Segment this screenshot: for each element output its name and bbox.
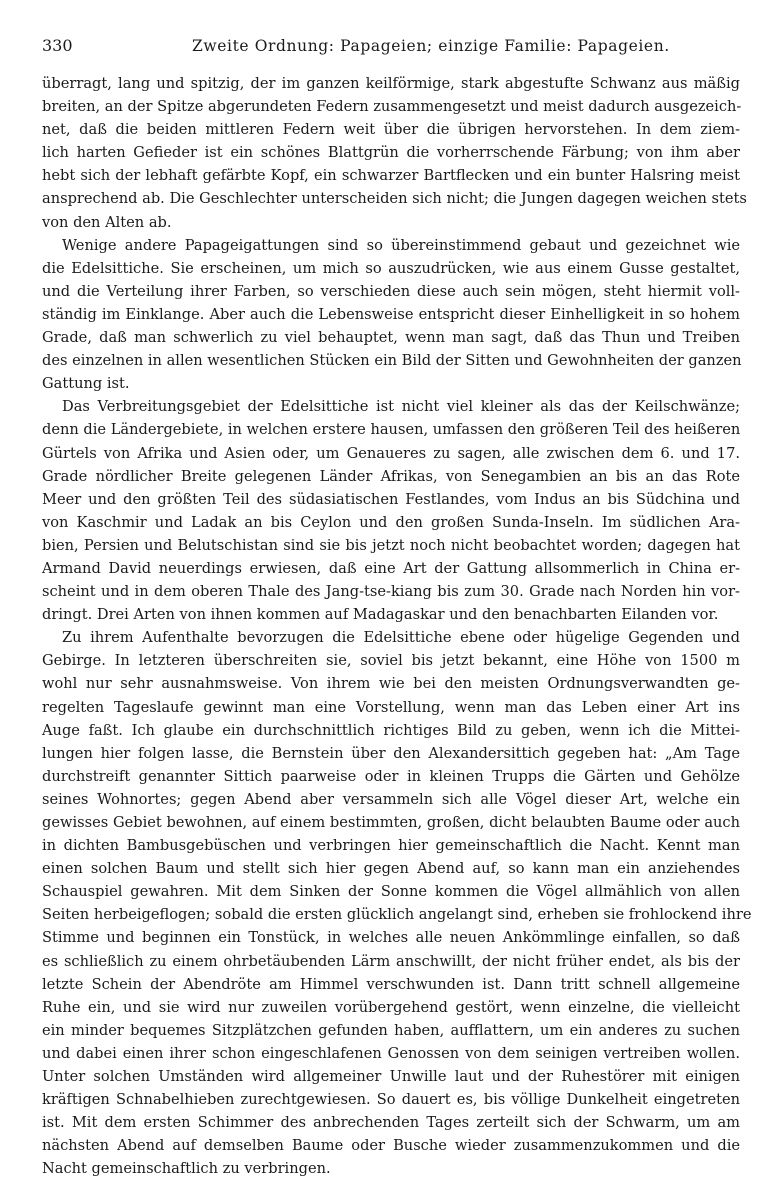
text-line: wohl nur sehr ausnahmsweise. Von ihrem wie bei den meisten Ordnungsverwandten ge-	[42, 675, 740, 693]
text-line: Gebirge. In letzteren überschreiten sie, soviel bis jetzt bekannt, eine Höhe von 1500 m	[42, 652, 740, 670]
text-line: Stimme und beginnen ein Tonstück, in welches alle neuen Ankömmlinge einfallen, so daß	[42, 929, 740, 947]
text-line: scheint und in dem oberen Thale des Jang-tse-kiang bis zum 30. Grade nach Norden hin vor-	[42, 583, 740, 601]
text-line: des einzelnen in allen wesentlichen Stücken ein Bild der Sitten und Gewohnheiten der ganzen	[42, 352, 742, 370]
text-line: Meer und den größten Teil des südasiatischen Festlandes, vom Indus an bis Südchina und	[42, 490, 740, 508]
text-line: ständig im Einklange. Aber auch die Lebensweise entspricht dieser Einhelligkeit in so hohem	[42, 305, 740, 323]
text-line: net, daß die beiden mittleren Federn weit über die übrigen hervorstehen. In dem ziem-	[42, 121, 740, 139]
text-line: Unter solchen Umständen wird allgemeiner Unwille laut und der Ruhestörer mit einigen	[42, 1068, 740, 1086]
text-line: lungen hier folgen lasse, die Bernstein über den Alexandersittich gegeben hat: „Am Tage	[42, 744, 740, 762]
text-line: und dabei einen ihrer schon eingeschlafenen Genossen von dem seinigen vertreiben wollen.	[42, 1044, 740, 1062]
text-line: Seiten herbeigeflogen; sobald die ersten glücklich angelangt sind, erheben sie frohlockend ihre	[42, 906, 752, 924]
text-line: Gattung ist.	[42, 375, 130, 393]
text-line: Nacht gemeinschaftlich zu verbringen.	[42, 1160, 331, 1178]
text-line: durchstreift genannter Sittich paarweise oder in kleinen Trupps die Gärten und Gehölze	[42, 767, 740, 785]
paragraph	[42, 395, 740, 626]
text-line: Zu ihrem Aufenthalte bevorzugen die Edelsittiche ebene oder hügelige Gegenden und	[62, 629, 740, 647]
text-line: gewisses Gebiet bewohnen, auf einem bestimmten, großen, dicht belaubten Baume oder auch	[42, 814, 740, 831]
text-line: Wenige andere Papageigattungen sind so übereinstimmend gebaut und gezeichnet wie	[62, 236, 740, 254]
body-text	[42, 72, 752, 1181]
text-line: ist. Mit dem ersten Schimmer des anbrechenden Tages zerteilt sich der Schwarm, um am	[42, 1114, 740, 1132]
text-line: regelten Tageslaufe gewinnt man eine Vorstellung, wenn man das Leben einer Art ins	[42, 698, 740, 716]
text-line: die Edelsittiche. Sie erscheinen, um mich so auszudrücken, wie aus einem Gusse gestaltet,	[42, 259, 740, 277]
text-line: Armand David neuerdings erwiesen, daß eine Art der Gattung allsommerlich in China er-	[42, 559, 740, 577]
text-line: bien, Persien und Belutschistan sind sie bis jetzt noch nicht beobachtet worden; dagegen hat	[42, 536, 740, 554]
text-line: breiten, an der Spitze abgerundeten Federn zusammengesetzt und meist dadurch ausgezeich-	[42, 98, 742, 116]
text-line: Grade, daß man schwerlich zu viel behauptet, wenn man sagt, daß das Thun und Treiben	[42, 329, 740, 347]
text-line: kräftigen Schnabelhieben zurechtgewiesen. So dauert es, bis völlige Dunkelheit eingetreten	[42, 1091, 740, 1109]
text-line: ein minder bequemes Sitzplätzchen gefunden haben, aufflattern, um ein anderes zu suchen	[42, 1021, 740, 1039]
text-line: von Kaschmir und Ladak an bis Ceylon und den großen Sunda-Inseln. Im südlichen Ara-	[42, 513, 740, 531]
page-number: 330	[42, 36, 73, 55]
text-line: lich harten Gefieder ist ein schönes Blattgrün die vorherrschende Färbung; von ihm aber	[42, 144, 740, 162]
text-line: denn die Ländergebiete, in welchen erstere hausen, umfassen den größeren Teil des heißeren	[42, 421, 741, 439]
text-line: Gürtels von Afrika und Asien oder, um Genaueres zu sagen, alle zwischen dem 6. und 17.	[42, 444, 740, 462]
text-line: nächsten Abend auf demselben Baume oder Busche wieder zusammenzukommen und die	[42, 1137, 740, 1155]
text-line: seines Wohnortes; gegen Abend aber versammeln sich alle Vögel dieser Art, welche ein	[42, 790, 740, 808]
text-line: von den Alten ab.	[42, 213, 172, 231]
text-line: überragt, lang und spitzig, der im ganzen keilförmige, stark abgestufte Schwanz aus mäßig	[42, 75, 740, 92]
text-line: ansprechend ab. Die Geschlechter unterscheiden sich nicht; die Jungen dagegen weichen stets	[42, 190, 747, 208]
text-line: einen solchen Baum und stellt sich hier gegen Abend auf, so kann man ein anziehendes	[42, 860, 740, 878]
text-line: und die Verteilung ihrer Farben, so verschieden diese auch sein mögen, steht hiermit voll-	[42, 282, 740, 300]
text-line: Schauspiel gewahren. Mit dem Sinken der Sonne kommen die Vögel allmählich von allen	[42, 883, 740, 901]
paragraph	[42, 72, 747, 234]
text-line: letzte Schein der Abendröte am Himmel verschwunden ist. Dann tritt schnell allgemeine	[42, 975, 740, 993]
text-line: dringt. Drei Arten von ihnen kommen auf Madagaskar und den benachbarten Eilanden vor.	[42, 606, 719, 624]
page-header	[42, 36, 742, 60]
text-line: Auge faßt. Ich glaube ein durchschnittlich richtiges Bild zu geben, wenn ich die Mittei-	[42, 721, 740, 739]
text-line: Ruhe ein, und sie wird nur zuweilen vorübergehend gestört, wenn einzelne, die vielleicht	[42, 998, 740, 1016]
paragraph	[42, 626, 752, 1180]
text-line: Grade nördlicher Breite gelegenen Länder Afrikas, von Senegambien an bis an das Rote	[42, 467, 740, 485]
text-line: Das Verbreitungsgebiet der Edelsittiche ist nicht viel kleiner als das der Keilschwänze;	[62, 398, 740, 416]
text-line: es schließlich zu einem ohrbetäubenden Lärm anschwillt, der nicht früher endet, als bis der	[42, 952, 740, 970]
text-line: in dichten Bambusgebüschen und verbringen hier gemeinschaftlich die Nacht. Kennt man	[42, 837, 740, 855]
running-title: Zweite Ordnung: Papageien; einzige Familie: Papageien.	[192, 37, 670, 55]
text-line: hebt sich der lebhaft gefärbte Kopf, ein schwarzer Bartflecken und ein bunter Halsring meist	[42, 167, 740, 185]
paragraph	[42, 234, 740, 396]
